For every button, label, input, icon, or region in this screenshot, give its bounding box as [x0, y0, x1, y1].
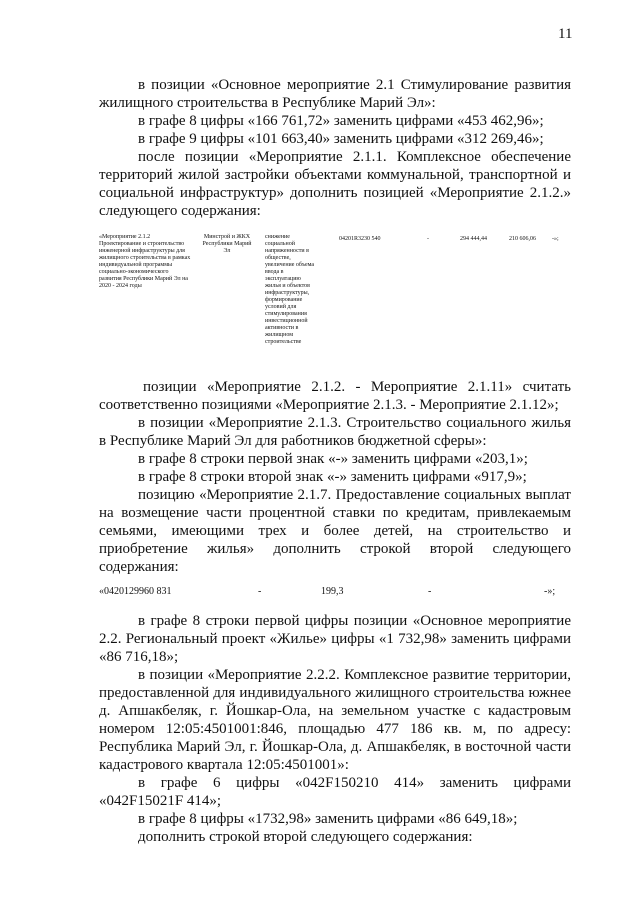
paragraph: в позиции «Мероприятие 2.2.2. Комплексное развитие территории, предоставленной для индивидуального жилищного строительства южнее д. Апшакбеляк, г. Йошкар-Ола, на земельном участке с кадастровым номером 12:05:4501001:846, площадью 477 186 кв. м, по адресу: Республика Марий Эл, г. Йошкар-Ола, д. Апшакбеляк, в восточной части кадастрового квартала 12:05:4501001»:: [99, 667, 571, 773]
paragraph: в позиции «Основное мероприятие 2.1 Стимулирование развития жилищного строительства в Республике Марий Эл»:: [99, 77, 571, 111]
table-cell-dash: -»;: [552, 236, 559, 242]
paragraph: позиции «Мероприятие 2.1.2. - Мероприятие 2.1.11» считать соответственно позициями «Мероприятие 2.1.3. - Мероприятие 2.1.12»;: [99, 379, 571, 413]
paragraph: в графе 8 цифры «1732,98» заменить цифрами «86 649,18»;: [138, 811, 518, 827]
table-cell-name: «Мероприятие 2.1.2 Проектирование и строительство инженерной инфраструктуры для жилищного строительства в рамках индивидуальной программы социально-экономического развития Республики Марий Эл на 2020 - 2024 годы: [99, 234, 191, 289]
table-cell-sum: 210 606,06: [509, 236, 536, 242]
inserted-row: [99, 586, 571, 600]
row-code: «0420129960 831: [99, 586, 172, 597]
inserted-table-row: [99, 234, 571, 370]
paragraph: в графе 8 строки первой цифры позиции «Основное мероприятие 2.2. Региональный проект «Жилье» цифры «1 732,98» заменить цифрами «86 716,18»;: [99, 613, 571, 665]
row-value: 199,3: [321, 586, 344, 597]
table-cell-code: 04201R3230 540: [339, 236, 381, 242]
paragraph: после позиции «Мероприятие 2.1.1. Комплексное обеспечение территорий жилой застройки объектами коммунальной, транспортной и социальной инфраструктур» дополнить позицией «Мероприятие 2.1.2.» следующего содержания:: [99, 149, 571, 219]
table-cell-dash: -: [427, 236, 429, 242]
paragraph: позицию «Мероприятие 2.1.7. Предоставление социальных выплат на возмещение части процентной ставки по кредитам, привлекаемым семьями, имеющими трех и более детей, на строительство и приобретение жилья» дополнить строкой второй следующего содержания:: [99, 487, 571, 575]
paragraph: в графе 6 цифры «042F150210 414» заменить цифрами «042F15021F 414»;: [99, 775, 571, 809]
paragraph: в графе 8 строки первой знак «-» заменить цифрами «203,1»;: [138, 451, 528, 467]
table-cell-executor: Минстрой и ЖКХ Республики Марий Эл: [202, 234, 252, 254]
row-dash: -: [258, 586, 262, 597]
paragraph: дополнить строкой второй следующего содержания:: [138, 829, 473, 845]
table-cell-goal: снижение социальной напряженности в обществе, увеличение объема ввода в эксплуатацию жилья и объектов инфраструктуры, формирование условий для стимулирования инвестиционной активности в жилищном строительстве: [265, 234, 315, 345]
row-dash: -»;: [544, 586, 556, 597]
bottom-section: [99, 612, 571, 846]
row-dash: -: [428, 586, 432, 597]
paragraph: в графе 8 строки второй знак «-» заменить цифрами «917,9»;: [138, 469, 527, 485]
paragraph: в позиции «Мероприятие 2.1.3. Строительство социального жилья в Республике Марий Эл для работников бюджетной сферы»:: [99, 415, 571, 449]
paragraph: в графе 9 цифры «101 663,40» заменить цифрами «312 269,46»;: [138, 131, 544, 147]
middle-section: [99, 378, 571, 576]
table-cell-sum: 294 444,44: [460, 236, 487, 242]
page-number: 11: [558, 26, 573, 42]
paragraph: в графе 8 цифры «166 761,72» заменить цифрами «453 462,96»;: [138, 113, 544, 129]
top-section: [99, 76, 571, 220]
